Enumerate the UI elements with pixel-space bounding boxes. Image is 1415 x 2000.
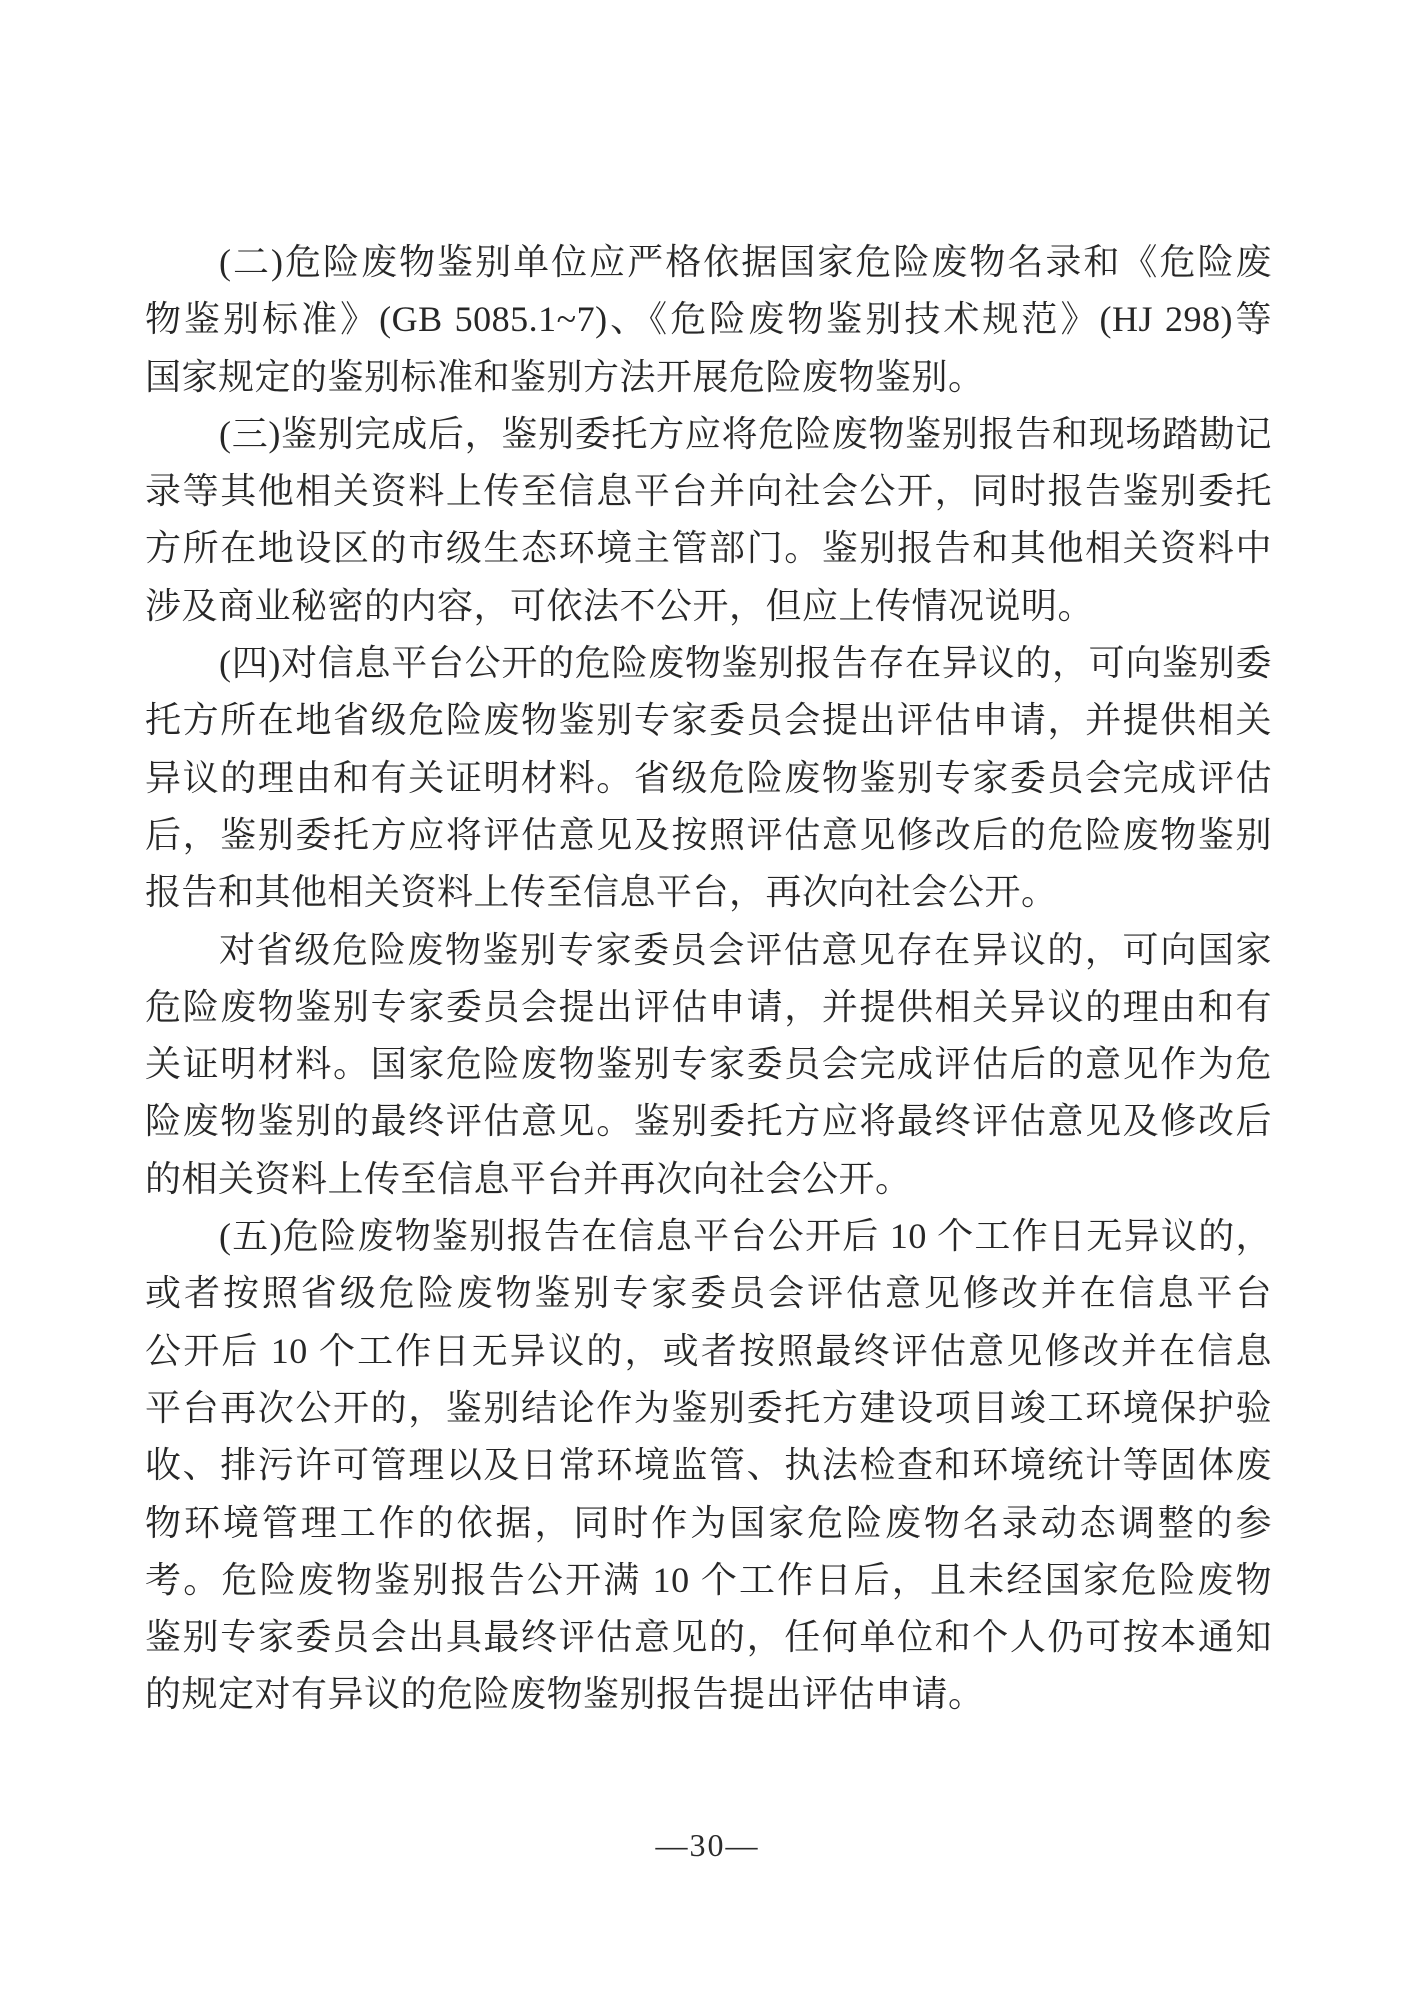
text-line: 后，鉴别委托方应将评估意见及按照评估意见修改后的危险废物鉴别: [145, 814, 1272, 855]
text-line: 险废物鉴别的最终评估意见。鉴别委托方应将最终评估意见及修改后: [145, 1101, 1272, 1142]
text-line: 异议的理由和有关证明材料。省级危险废物鉴别专家委员会完成评估: [145, 757, 1272, 798]
text-line: 危险废物鉴别专家委员会提出评估申请，并提供相关异议的理由和有: [145, 986, 1272, 1027]
text-line: 鉴别专家委员会出具最终评估意见的，任何单位和个人仍可按本通知: [145, 1617, 1272, 1658]
page-number: —30—: [655, 1827, 760, 1863]
text-line: 报告和其他相关资料上传至信息平台，再次向社会公开。: [145, 872, 1058, 913]
text-line: 关证明材料。国家危险废物鉴别专家委员会完成评估后的意见作为危: [145, 1044, 1272, 1085]
text-line: 涉及商业秘密的内容，可依法不公开，但应上传情况说明。: [145, 585, 1095, 626]
text-line: (五)危险废物鉴别报告在信息平台公开后 10 个工作日无异议的，: [219, 1216, 1272, 1257]
text-line: 公开后 10 个工作日无异议的，或者按照最终评估意见修改并在信息: [145, 1330, 1272, 1371]
document-body: [145, 234, 1272, 1724]
text-line: (三)鉴别完成后，鉴别委托方应将危险废物鉴别报告和现场踏勘记: [219, 413, 1272, 454]
text-line: 或者按照省级危险废物鉴别专家委员会评估意见修改并在信息平台: [145, 1273, 1272, 1314]
text-line: (二)危险废物鉴别单位应严格依据国家危险废物名录和《危险废: [219, 242, 1272, 282]
text-line: 收、排污许可管理以及日常环境监管、执法检查和环境统计等固体废: [145, 1445, 1272, 1486]
text-line: 国家规定的鉴别标准和鉴别方法开展危险废物鉴别。: [145, 356, 985, 397]
text-line: 的规定对有异议的危险废物鉴别报告提出评估申请。: [145, 1674, 985, 1715]
text-line: 的相关资料上传至信息平台并再次向社会公开。: [145, 1158, 912, 1199]
text-line: 物鉴别标准》(GB 5085.1~7)、《危险废物鉴别技术规范》(HJ 298)等: [145, 299, 1272, 340]
text-line: 录等其他相关资料上传至信息平台并向社会公开，同时报告鉴别委托: [145, 471, 1272, 512]
text-line: 方所在地设区的市级生态环境主管部门。鉴别报告和其他相关资料中: [145, 528, 1272, 569]
text-line: 对省级危险废物鉴别专家委员会评估意见存在异议的，可向国家: [219, 929, 1272, 970]
page-footer: [0, 1822, 1415, 1868]
text-line: 平台再次公开的，鉴别结论作为鉴别委托方建设项目竣工环境保护验: [145, 1387, 1272, 1428]
text-line: 物环境管理工作的依据，同时作为国家危险废物名录动态调整的参: [145, 1502, 1272, 1543]
text-line: 托方所在地省级危险废物鉴别专家委员会提出评估申请，并提供相关: [145, 700, 1272, 741]
text-line: 考。危险废物鉴别报告公开满 10 个工作日后，且未经国家危险废物: [145, 1559, 1272, 1600]
text-line: (四)对信息平台公开的危险废物鉴别报告存在异议的，可向鉴别委: [219, 643, 1272, 684]
